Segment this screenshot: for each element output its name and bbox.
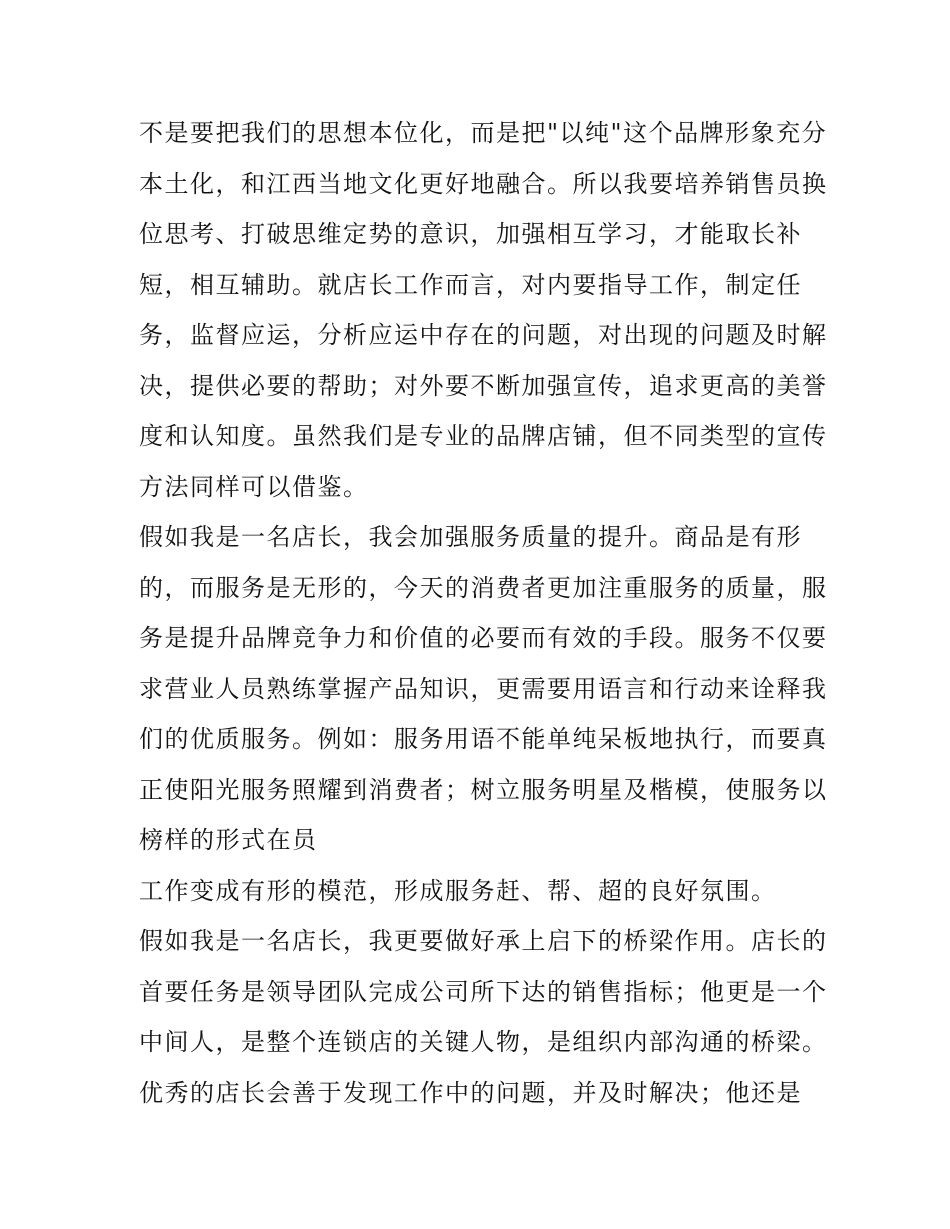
text-line: 中间人，是整个连锁店的关键人物，是组织内部沟通的桥梁。 — [139, 1028, 828, 1056]
text-line: 务，监督应运，分析应运中存在的问题，对出现的问题及时解 — [139, 321, 828, 349]
text-line: 本土化，和江西当地文化更好地融合。所以我要培养销售员换 — [139, 169, 828, 198]
text-line: 不是要把我们的思想本位化，而是把"以纯"这个品牌形象充分 — [139, 119, 828, 147]
text-line: 工作变成有形的模范，形成服务赶、帮、超的良好氛围。 — [139, 876, 777, 905]
text-line: 榜样的形式在员 — [139, 826, 318, 854]
text-line: 假如我是一名店长，我会加强服务质量的提升。商品是有形 — [139, 523, 802, 551]
text-line: 短，相互辅助。就店长工作而言，对内要指导工作，制定任 — [139, 270, 802, 299]
document-body — [139, 108, 829, 1118]
text-line: 优秀的店长会善于发现工作中的问题，并及时解决；他还是 — [139, 1078, 802, 1107]
text-line: 们的优质服务。例如：服务用语不能单纯呆板地执行，而要真 — [139, 725, 828, 753]
text-line: 度和认知度。虽然我们是专业的品牌店铺，但不同类型的宣传 — [139, 422, 828, 450]
text-line: 首要任务是领导团队完成公司所下达的销售指标；他更是一个 — [139, 977, 828, 1006]
text-line: 的，而服务是无形的，今天的消费者更加注重服务的质量，服 — [139, 573, 828, 602]
text-line: 假如我是一名店长，我更要做好承上启下的桥梁作用。店长的 — [139, 927, 828, 955]
text-line: 求营业人员熟练掌握产品知识，更需要用语言和行动来诠释我 — [139, 674, 828, 703]
text-line: 务是提升品牌竞争力和价值的必要而有效的手段。服务不仅要 — [139, 624, 828, 652]
text-line: 正使阳光服务照耀到消费者；树立服务明星及楷模，使服务以 — [139, 775, 828, 804]
text-line: 方法同样可以借鉴。 — [139, 472, 369, 501]
text-line: 决，提供必要的帮助；对外要不断加强宣传，追求更高的美誉 — [139, 371, 828, 400]
text-line: 位思考、打破思维定势的意识，加强相互学习，才能取长补 — [139, 220, 802, 248]
